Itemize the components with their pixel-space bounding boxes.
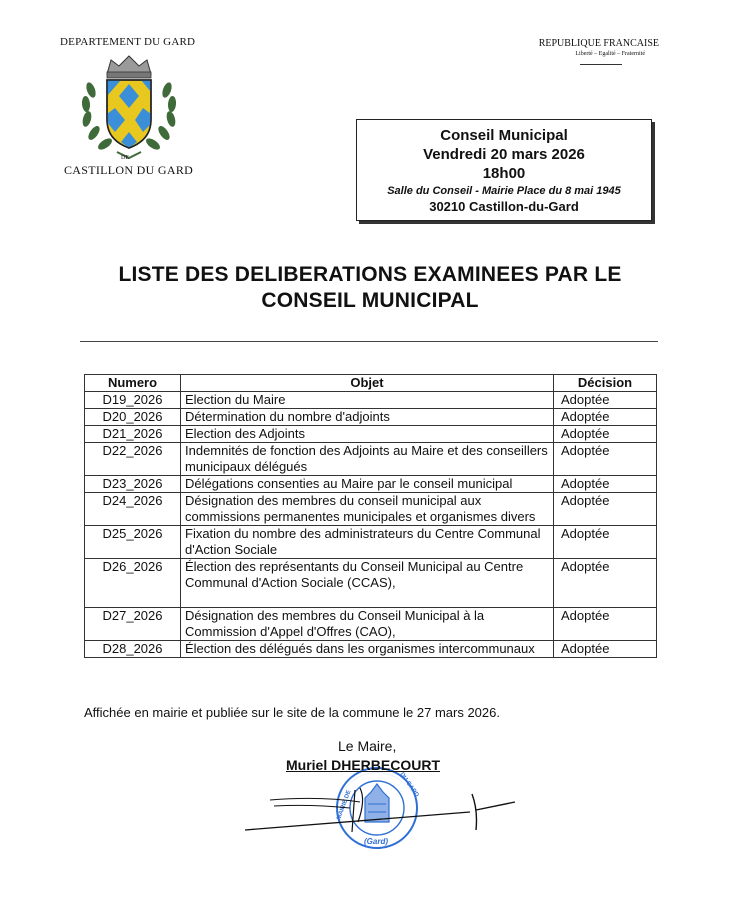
row-number: D21_2026 [85, 426, 181, 443]
row-object: Élection des représentants du Conseil Municipal au Centre Communal d'Action Sociale (CCAS), [181, 559, 554, 608]
row-decision: Adoptée [554, 392, 657, 409]
row-number: D25_2026 [85, 526, 181, 559]
row-number: D20_2026 [85, 409, 181, 426]
meeting-title: Conseil Municipal [440, 127, 568, 144]
meeting-time: 18h00 [482, 165, 526, 182]
row-decision: Adoptée [554, 409, 657, 426]
town-crest-logo [77, 52, 181, 164]
row-object: Désignation des membres du Conseil Municipal à la Commission d'Appel d'Offres (CAO), [181, 608, 554, 641]
row-object: Délégations consenties au Maire par le conseil municipal [181, 476, 554, 493]
row-decision: Adoptée [554, 608, 657, 641]
crest-small-text: DE [121, 155, 129, 161]
motto-underline [580, 64, 622, 65]
meeting-address: 30210 Castillon-du-Gard [429, 199, 579, 214]
row-decision: Adoptée [554, 641, 657, 658]
row-object: Détermination du nombre d'adjoints [181, 409, 554, 426]
svg-text:MAIRIE DE: MAIRIE DE [336, 789, 353, 821]
meeting-date: Vendredi 20 mars 2026 [423, 146, 585, 163]
row-decision: Adoptée [554, 493, 657, 526]
row-object: Election du Maire [181, 392, 554, 409]
meeting-venue: Salle du Conseil - Mairie Place du 8 mai 1945 [387, 185, 621, 197]
mayor-name: Muriel DHERBECOURT [286, 757, 441, 773]
mayor-label: Le Maire, [338, 738, 397, 754]
table-row [85, 641, 657, 658]
table-row [85, 392, 657, 409]
mayor-signature-and-stamp [240, 760, 540, 850]
row-number: D24_2026 [85, 493, 181, 526]
column-header-objet: Objet [181, 375, 554, 392]
table-row [85, 476, 657, 493]
row-number: D19_2026 [85, 392, 181, 409]
column-header-numero: Numero [85, 375, 181, 392]
row-object: Élection des délégués dans les organismes intercommunaux [181, 641, 554, 658]
deliberations-table [84, 374, 657, 658]
row-object: Désignation des membres du conseil municipal aux commissions permanentes municipales et organismes divers [181, 493, 554, 526]
row-number: D23_2026 [85, 476, 181, 493]
row-object: Fixation du nombre des administrateurs du Centre Communal d'Action Sociale [181, 526, 554, 559]
column-header-decision: Décision [554, 375, 657, 392]
row-decision: Adoptée [554, 476, 657, 493]
svg-text:DU-GARD: DU-GARD [398, 771, 420, 799]
page-title-line-1: LISTE DES DELIBERATIONS EXAMINEES PAR LE [118, 263, 622, 286]
department-label: DEPARTEMENT DU GARD [60, 36, 196, 48]
row-number: D26_2026 [85, 559, 181, 608]
row-decision: Adoptée [554, 559, 657, 608]
table-row [85, 526, 657, 559]
row-number: D27_2026 [85, 608, 181, 641]
table-row [85, 426, 657, 443]
publication-notice: Affichée en mairie et publiée sur le site de la commune le 27 mars 2026. [84, 705, 500, 720]
table-row [85, 608, 657, 641]
table-row [85, 443, 657, 476]
town-name: CASTILLON DU GARD [64, 163, 194, 177]
svg-text:(Gard): (Gard) [364, 837, 388, 846]
row-decision: Adoptée [554, 526, 657, 559]
row-number: D22_2026 [85, 443, 181, 476]
republic-motto: Liberté – Egalité – Fraternité [575, 51, 645, 57]
row-object: Indemnités de fonction des Adjoints au Maire et des conseillers municipaux délégués [181, 443, 554, 476]
table-row [85, 493, 657, 526]
meeting-info-box [356, 119, 652, 221]
page-title [80, 262, 660, 314]
table-row [85, 409, 657, 426]
row-object: Election des Adjoints [181, 426, 554, 443]
row-number: D28_2026 [85, 641, 181, 658]
table-row [85, 559, 657, 608]
page-title-line-2: CONSEIL MUNICIPAL [261, 289, 479, 312]
table-header-row [85, 375, 657, 392]
row-decision: Adoptée [554, 426, 657, 443]
republic-label: REPUBLIQUE FRANCAISE [538, 38, 659, 49]
row-decision: Adoptée [554, 443, 657, 476]
title-divider [80, 341, 658, 342]
